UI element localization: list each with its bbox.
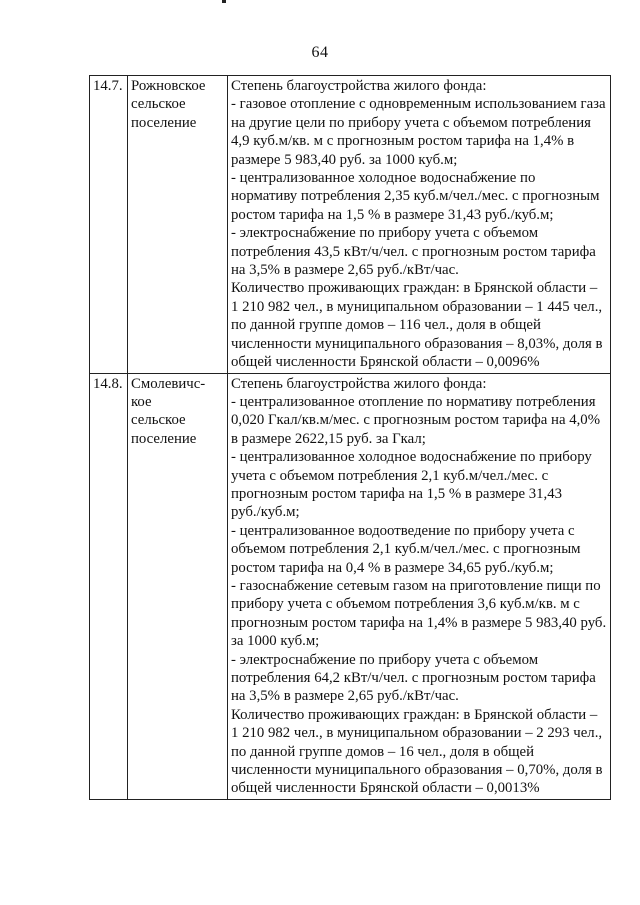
description-line: по данной группе домов – 116 чел., доля в общей — [231, 317, 541, 334]
row-number: 14.8. — [90, 373, 128, 799]
description — [228, 373, 611, 799]
row-number: 14.7. — [90, 76, 128, 374]
page-number: 64 — [311, 44, 329, 61]
settlement-name-line: поселение — [131, 430, 197, 447]
description-line: за 1000 куб.м; — [231, 633, 320, 650]
description-line: численности муниципального образования – 0,70%, доля в — [231, 762, 603, 779]
settlement-name — [128, 76, 228, 374]
description-line: потребления 43,5 кВт/ч/чел. с прогнозным ростом тарифа — [231, 243, 596, 260]
description-line: прогнозным ростом тарифа на 1,5 % в размере 31,43 — [231, 485, 563, 502]
scan-mark — [222, 0, 226, 3]
description-line: нормативу потребления 2,35 куб.м/чел./мес. с прогнозным — [231, 188, 600, 205]
description-line: - централизованное водоотведение по прибору учета с — [231, 522, 575, 539]
description-line: руб./куб.м; — [231, 504, 300, 521]
description-line: по данной группе домов – 16 чел., доля в общей — [231, 743, 535, 760]
description-line: размере 5 983,40 руб. за 1000 куб.м; — [231, 151, 458, 168]
description-line: Количество проживающих граждан: в Брянской области – — [231, 706, 598, 723]
description-line: численности муниципального образования – 8,03%, доля в — [231, 335, 603, 352]
description-line: на 3,5% в размере 2,65 руб./кВт/час. — [231, 262, 459, 279]
description-line: - газовое отопление с одновременным использованием газа — [231, 96, 606, 113]
description-line: на другие цели по прибору учета с объемом потребления — [231, 114, 591, 131]
table-row — [90, 373, 611, 799]
description-line: общей численности Брянской области – 0,0096% — [231, 354, 540, 371]
settlement-name — [128, 373, 228, 799]
description-line: - централизованное холодное водоснабжение по — [231, 170, 536, 187]
description-line: - централизованное холодное водоснабжение по прибору — [231, 449, 592, 466]
description-line: общей численности Брянской области – 0,0013% — [231, 780, 540, 797]
description-line: 4,9 куб.м/кв. м с прогнозным ростом тарифа на 1,4% в — [231, 133, 575, 150]
description-line: - электроснабжение по прибору учета с объемом — [231, 651, 539, 668]
description-line: Степень благоустройства жилого фонда: — [231, 375, 487, 392]
description-line: прибору учета с объемом потребления 3,6 куб.м/кв. м с — [231, 596, 580, 613]
settlement-name-line: поселение — [131, 114, 197, 131]
description-line: потребления 64,2 кВт/ч/чел. с прогнозным ростом тарифа — [231, 670, 596, 686]
description-line: Количество проживающих граждан: в Брянской области – — [231, 280, 598, 297]
description-line: в размере 2622,15 руб. за Гкал; — [231, 430, 426, 447]
settlement-name-line: сельское — [131, 412, 186, 429]
description-line: ростом тарифа на 0,4 % в размере 34,65 руб./куб.м; — [231, 559, 554, 576]
description-line: объемом потребления 2,1 куб.м/чел./мес. с прогнозным — [231, 541, 581, 558]
settlement-name-line: Рожновское — [131, 78, 206, 94]
description-line: 0,020 Гкал/кв.м/мес. с прогнозным ростом тарифа на 4,0% — [231, 412, 601, 429]
settlement-name-line: кое — [131, 393, 152, 410]
description-line: - электроснабжение по прибору учета с объемом — [231, 225, 539, 242]
housing-table — [89, 75, 611, 800]
description-line: учета с объемом потребления 2,1 куб.м/чел./мес. с — [231, 467, 549, 484]
table-row — [90, 76, 611, 374]
description-line: - централизованное отопление по нормативу потребления — [231, 393, 596, 410]
description — [228, 76, 611, 374]
description-line: Степень благоустройства жилого фонда: — [231, 78, 487, 94]
description-line: на 3,5% в размере 2,65 руб./кВт/час. — [231, 688, 459, 705]
description-line: 1 210 982 чел., в муниципальном образовании – 2 293 чел., — [231, 725, 603, 742]
settlement-name-line: сельское — [131, 96, 186, 113]
description-line: 1 210 982 чел., в муниципальном образовании – 1 445 чел., — [231, 298, 603, 315]
description-line: ростом тарифа на 1,5 % в размере 31,43 руб./куб.м; — [231, 206, 554, 223]
description-line: - газоснабжение сетевым газом на приготовление пищи по — [231, 577, 601, 594]
settlement-name-line: Смолевичс- — [131, 375, 206, 392]
description-line: прогнозным ростом тарифа на 1,4% в размере 5 983,40 руб. — [231, 614, 607, 631]
